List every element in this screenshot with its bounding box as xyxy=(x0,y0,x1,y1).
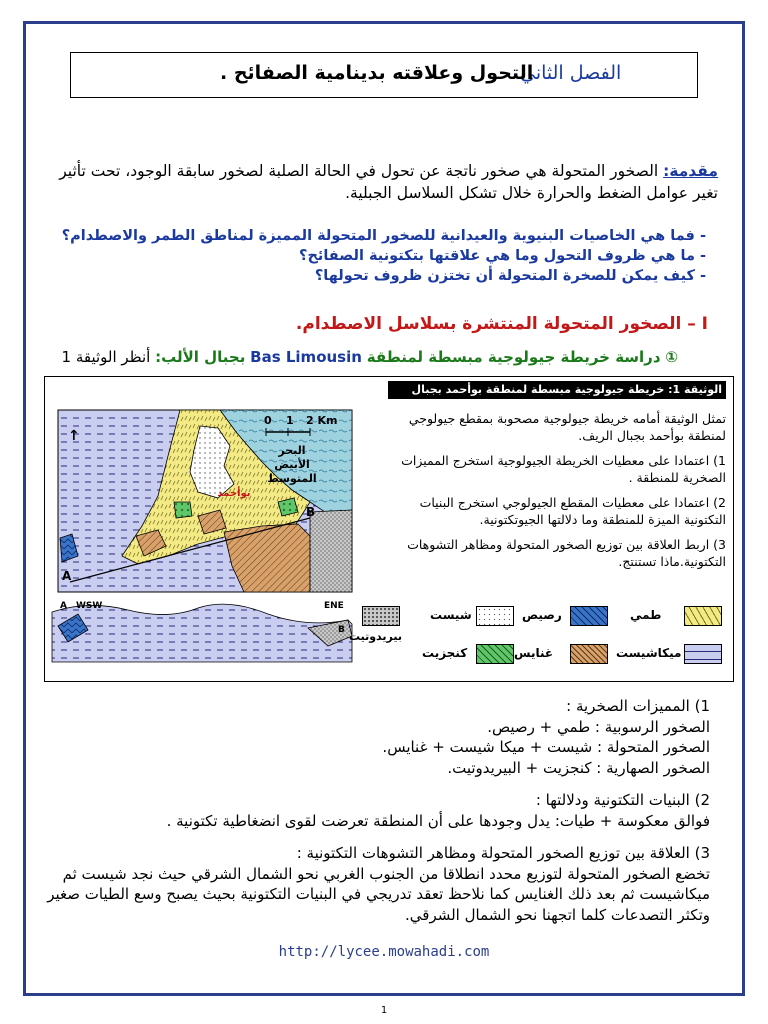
intro-label: مقدمة: xyxy=(663,162,718,180)
legend-label-granite: كنجزيت xyxy=(422,646,468,660)
answer-1-line: الصخور المتحولة : شيست + ميكا شيست + غنايس. xyxy=(382,738,710,756)
intro-paragraph xyxy=(38,160,718,204)
document-intro: تمثل الوثيقة أمامه خريطة جيولوجية مصحوبة بمقطع جيولوجي لمنطقة بوأحمد بجبال الريف. xyxy=(408,411,726,443)
geologic-map xyxy=(48,406,388,676)
legend-label-peridotite: بيريدوتيت xyxy=(348,630,402,643)
legend-label-mud: طمي xyxy=(630,608,662,622)
legend-label-schist: شيست xyxy=(430,608,472,622)
legend-swatch-micaschist xyxy=(684,644,722,664)
point-b: B xyxy=(306,505,316,519)
section-ene: ENE xyxy=(324,601,344,611)
answers-section xyxy=(30,696,710,925)
document-task: 1) اعتمادا على معطيات الخريطة الجيولوجية استخرج المميزات الصخرية للمنطقة . xyxy=(401,453,726,485)
legend-swatch-gneiss xyxy=(570,644,608,664)
document-header: الوثيقة 1: خريطة جيولوجية مبسطة لمنطقة بوأحمد بجبال الريف ( سلاسل الاصطدام ). xyxy=(388,381,726,399)
subsection-text-b: بجبال الألب: xyxy=(155,348,246,366)
footer-url[interactable]: http://lycee.mowahadi.com xyxy=(278,944,490,960)
answer-1-line: الصخور الصهارية : كنجزيت + البيريدوتيت. xyxy=(447,758,710,777)
document-reference: أنظر الوثيقة 1 xyxy=(61,348,151,366)
document-task: 2) اعتمادا على معطيات المقطع الجيولوجي استخرج البنيات التكتونية الميزة للمنطقة وما دلالتها الجيوتكتونية. xyxy=(419,495,726,527)
answer-1-title: 1) المميزات الصخرية : xyxy=(566,697,710,715)
scale-1: 1 xyxy=(286,414,294,427)
legend-swatch-gravel xyxy=(476,606,514,626)
answer-1-line: الصخور الرسوبية : طمي + رصيص. xyxy=(487,717,710,736)
section-point-b: B xyxy=(338,625,345,635)
document-task: 3) اربط العلاقة بين توزيع الصخور المتحولة ومظاهر التشوهات التكتونية.ماذا تستنتج. xyxy=(407,537,726,569)
subsection-text-a: دراسة خريطة جيولوجية مبسطة لمنطقة xyxy=(366,348,661,366)
question-item: - ما هي ظروف التحول وما هي علاقتها بتكتونية الصفائح؟ xyxy=(299,248,706,264)
section-heading xyxy=(296,314,708,334)
scale-0: 0 xyxy=(264,414,272,427)
intro-text: الصخور المتحولة هي صخور ناتجة عن تحول في الحالة الصلبة لصخور سابقة الوجود، تحت تأثير تغير عوامل الضغط والحرارة خلال تشكل السلاسل الجبلية. xyxy=(59,162,718,202)
sea-label: الأبيض xyxy=(274,458,310,471)
scale-2: 2 Km xyxy=(306,414,338,427)
subsection-heading xyxy=(62,348,679,366)
legend-swatch-granite xyxy=(476,644,514,664)
town-label: بوأحمد xyxy=(217,488,251,499)
sea-label: البحر xyxy=(278,444,306,457)
answer-2-title: 2) البنيات التكتونية ودلالتها : xyxy=(535,791,710,809)
answer-3-text: تخضع الصخور المتحولة لتوزيع محدد انطلاقا من الجنوب الغربي نحو الشمال الشرقي حيث نجد شيست ثم ميكاشيست ثم بعد ذلك الغنايس كما نلاحظ تعقد تدريجي في البنيات التكتونية بحيث يصبح وسع الطيات صغير وتكثر التصدعات كلما اتجهنا نحو الشمال الشرقي. xyxy=(47,864,710,924)
region-name: Bas Limousin xyxy=(250,348,362,366)
answer-3-title: 3) العلاقة بين توزيع الصخور المتحولة ومظاهر التشوهات التكتونية : xyxy=(296,844,710,862)
document-text xyxy=(400,410,726,578)
legend-swatch-mud xyxy=(570,606,608,626)
legend-label-gneiss: غنايس xyxy=(514,646,554,660)
cross-section xyxy=(52,601,352,662)
section-point-a: A xyxy=(60,601,67,611)
section-wsw: WSW xyxy=(76,601,103,611)
legend-label-gravel: رصيص xyxy=(522,608,562,622)
svg-text:↑: ↑ xyxy=(68,428,80,444)
sea-label: المتوسط xyxy=(267,472,317,485)
section-title: الصخور المتحولة المنتشرة بسلاسل الاصطدام. xyxy=(295,314,682,334)
questions-list xyxy=(46,226,706,286)
legend-swatch-yellow xyxy=(684,606,722,626)
section-number: I – xyxy=(687,314,708,334)
page-number: 1 xyxy=(380,1005,388,1016)
question-item: - كيف يمكن للصخرة المتحولة أن تختزن ظروف تحولها؟ xyxy=(314,268,706,284)
chapter-title: التحول وعلاقته بدينامية الصفائح . xyxy=(220,62,534,84)
point-a: A xyxy=(62,569,72,583)
question-item: - فما هي الخاصيات البنيوية والعيدانية للصخور المتحولة المميزة لمناطق الطمر والاصطدام؟ xyxy=(61,228,706,244)
legend-label-micaschist: ميكاشيست xyxy=(616,646,682,660)
chapter-label: الفصل الثاني xyxy=(520,62,622,84)
answer-2-text: فوالق معكوسة + طيات: يدل وجودها على أن المنطقة تعرضت لقوى انضغاطية تكتونية . xyxy=(166,811,710,830)
legend-swatch-peridotite xyxy=(362,606,400,626)
subsection-marker: ① xyxy=(665,348,678,366)
